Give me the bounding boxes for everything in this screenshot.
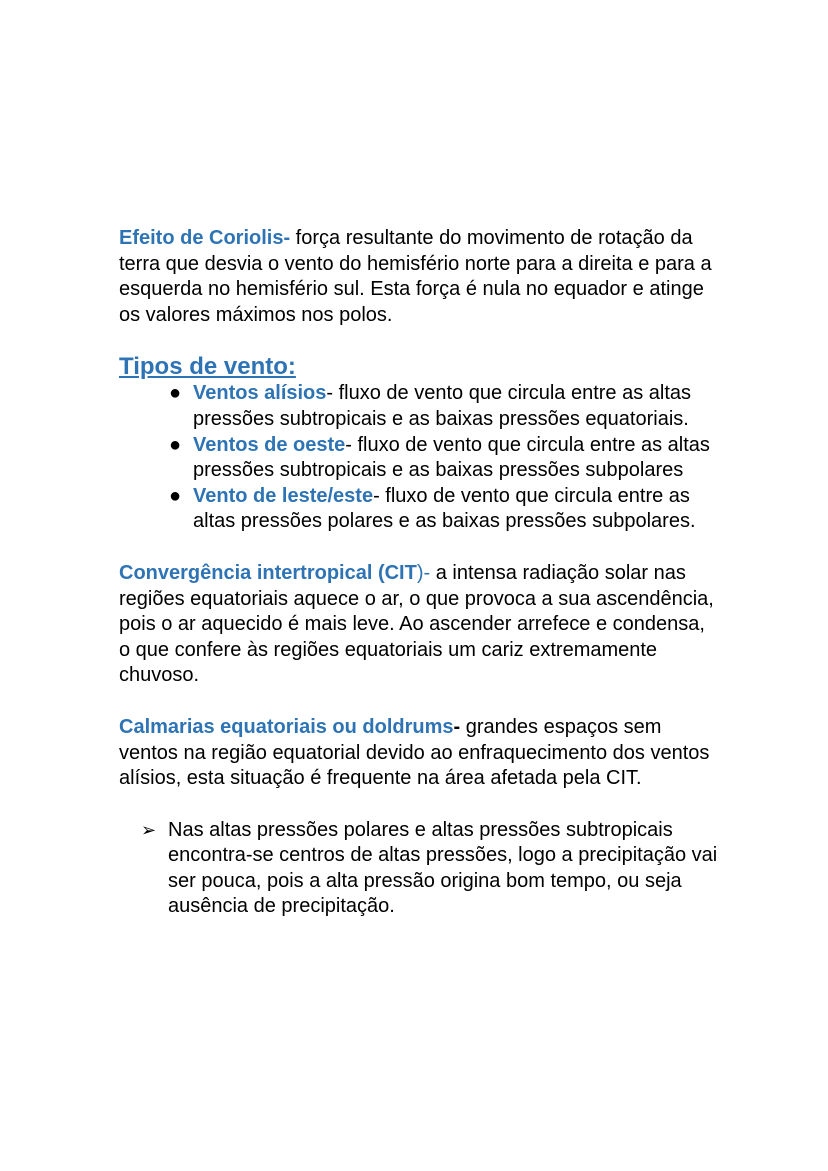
arrow-bullet-icon: ➢	[141, 819, 157, 840]
cit-text: a intensa radiação solar nas regiões equatoriais aquece o ar, o que provoca a sua ascendência, pois o ar aquecido é mais leve. Ao ascender arrefece e condensa, o que confere às regiões equatoriais um cariz extremamente chuvoso.	[119, 561, 714, 687]
term-vento-de-leste: Vento de leste/este	[193, 484, 374, 507]
term-cit-suffix: )-	[416, 561, 431, 584]
paragraph-cit	[119, 561, 719, 689]
list-item-text: - fluxo de vento que circula entre as altas pressões subtropicais e as baixas pressões subpolares	[193, 433, 710, 482]
calmarias-text: grandes espaços sem ventos na região equatorial devido ao enfraquecimento dos ventos alísios, esta situação é frequente na área afetada pela CIT.	[119, 715, 710, 790]
section-heading-tipos-de-vento: Tipos de vento:	[119, 353, 296, 381]
term-cit: Convergência intertropical (CIT	[119, 561, 417, 584]
document-content	[119, 226, 719, 920]
list-item	[169, 381, 719, 432]
wind-types-list	[119, 381, 719, 535]
term-coriolis: Efeito de Coriolis-	[119, 227, 291, 249]
calmarias-dash: -	[453, 715, 461, 738]
list-item	[169, 433, 719, 484]
list-item	[141, 818, 719, 920]
list-item	[169, 484, 719, 535]
note-text: Nas altas pressões polares e altas pressões subtropicais encontra-se centros de altas pressões, logo a precipitação vai ser pouca, pois a alta pressão origina bom tempo, ou seja ausência de precipitação.	[168, 818, 718, 918]
paragraph-coriolis	[119, 226, 719, 328]
coriolis-text: força resultante do movimento de rotação da terra que desvia o vento do hemisfério norte para a direita e para a esquerda no hemisfério sul. Esta força é nula no equador e atinge os valores máximos nos polos.	[119, 227, 712, 326]
paragraph-calmarias	[119, 715, 719, 792]
bullet-icon: ●	[169, 433, 182, 456]
list-item-text: - fluxo de vento que circula entre as altas pressões polares e as baixas pressões subpolares.	[193, 484, 696, 533]
bullet-icon: ●	[169, 484, 182, 507]
note-list	[119, 818, 719, 920]
bullet-icon: ●	[169, 382, 182, 405]
term-ventos-alisios: Ventos alísios	[193, 382, 327, 405]
term-ventos-de-oeste: Ventos de oeste	[193, 433, 346, 456]
term-calmarias: Calmarias equatoriais ou doldrums	[119, 715, 454, 738]
list-item-text: - fluxo de vento que circula entre as altas pressões subtropicais e as baixas pressões equatoriais.	[193, 382, 692, 430]
